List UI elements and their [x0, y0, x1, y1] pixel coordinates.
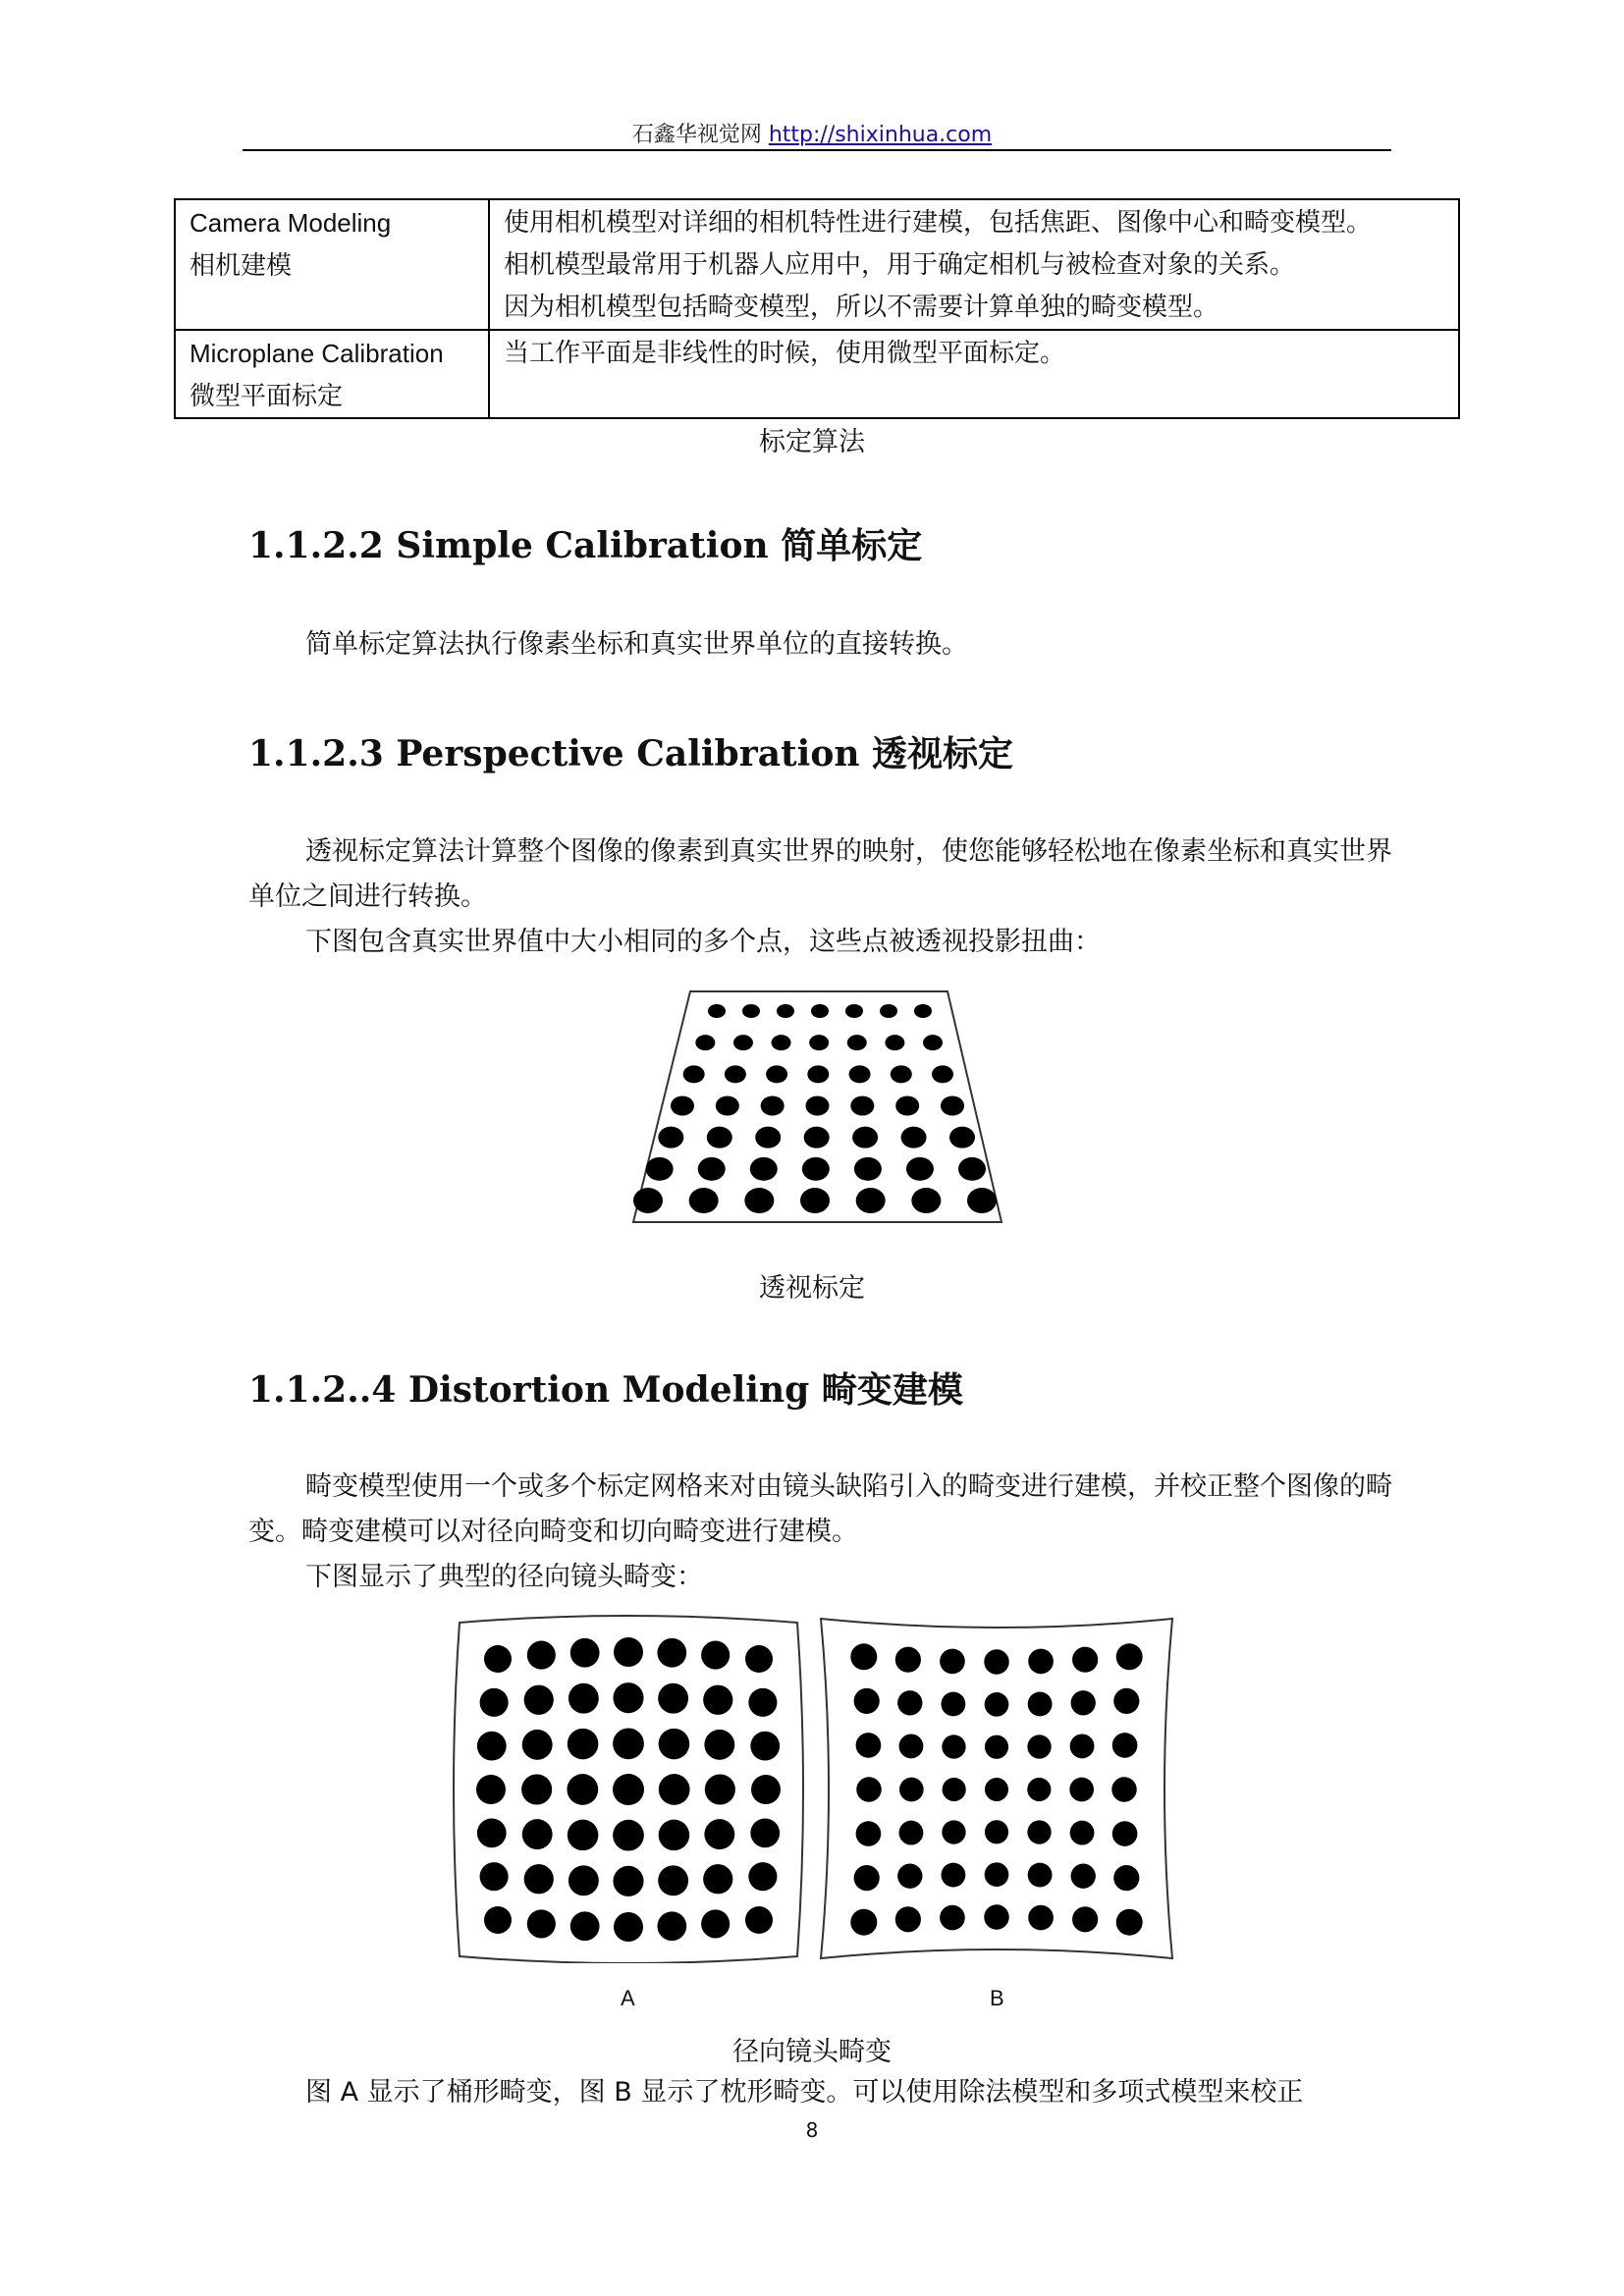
calibration-dot [1111, 1777, 1137, 1802]
calibration-dot [568, 1865, 599, 1896]
calibration-dot [613, 1774, 644, 1805]
calibration-dot [911, 1188, 941, 1213]
calibration-dot [745, 1645, 773, 1673]
calibration-dot [689, 1188, 719, 1213]
calibration-dot [614, 1912, 643, 1942]
table-cell-name [175, 330, 489, 418]
calibration-dot [613, 1820, 644, 1851]
calibration-dot [958, 1157, 986, 1181]
calibration-dot [811, 1004, 829, 1018]
calibration-dot [745, 1906, 773, 1934]
calibration-dot [897, 1864, 922, 1889]
calibration-dot [941, 1096, 964, 1116]
calibration-dot [891, 1065, 912, 1083]
calibration-dot [646, 1157, 674, 1181]
paragraph: 简单标定算法执行像素坐标和真实世界单位的直接转换。 [305, 629, 968, 660]
calibration-dot [480, 1862, 509, 1891]
calibration-dot [906, 1157, 934, 1181]
calibration-dot [914, 1004, 932, 1018]
calibration-dot [1072, 1906, 1098, 1932]
calibration-dot [522, 1730, 553, 1760]
calibration-dot [1028, 1863, 1053, 1888]
method-desc-line: 因为相机模型包括畸变模型，所以不需要计算单独的畸变模型。 [504, 293, 1219, 322]
table-row [175, 199, 1459, 330]
calibration-dot [880, 1004, 897, 1018]
calibration-dot [856, 1777, 882, 1802]
calibration-dot [849, 1065, 871, 1083]
paragraph: 下图包含真实世界值中大小相同的多个点，这些点被透视投影扭曲： [305, 927, 1101, 957]
calibration-dot [985, 1862, 1009, 1887]
calibration-algorithm-table [174, 198, 1460, 419]
calibration-dot [809, 1035, 829, 1050]
calibration-dot [480, 1688, 509, 1717]
table-cell-desc [489, 199, 1459, 330]
calibration-dot [657, 1638, 686, 1668]
calibration-dot [477, 1732, 507, 1761]
page-number: 8 [805, 2118, 819, 2142]
calibration-dot [850, 1643, 877, 1670]
figure-caption-distortion: 径向镜头畸变 [732, 2037, 892, 2067]
calibration-dot [476, 1775, 506, 1804]
method-desc-line: 相机模型最常用于机器人应用中，用于确定相机与被检查对象的关系。 [504, 250, 1296, 280]
calibration-dot [701, 1641, 730, 1670]
calibration-dot [570, 1638, 600, 1668]
paragraph: 透视标定算法计算整个图像的像素到真实世界的映射，使您能够轻松地在像素坐标和真实世界单位之间进行转换。 [248, 836, 1392, 912]
calibration-dot [766, 1065, 787, 1083]
calibration-dot [733, 1035, 753, 1050]
calibration-dot [897, 1690, 922, 1715]
calibration-dot [985, 1778, 1008, 1801]
calibration-dot [845, 1004, 863, 1018]
calibration-dot [658, 1683, 688, 1714]
calibration-dot [949, 1127, 975, 1148]
calibration-dot [985, 1820, 1008, 1843]
calibration-dot [1071, 1864, 1096, 1889]
calibration-dot [568, 1729, 599, 1760]
calibration-dot [755, 1127, 781, 1148]
calibration-dot [750, 1732, 780, 1761]
method-name-en: Microplane Calibration [189, 339, 444, 368]
calibration-dot [1027, 1735, 1051, 1758]
page-header [0, 118, 1624, 148]
calibration-dot [895, 1906, 921, 1932]
figure-label-b: B [990, 1986, 1004, 2010]
calibration-dot [800, 1188, 830, 1213]
site-name: 石鑫华视觉网 [631, 123, 762, 147]
calibration-dot [708, 1004, 726, 1018]
calibration-dot [850, 1096, 874, 1116]
calibration-dot [613, 1728, 644, 1759]
calibration-dot [772, 1035, 791, 1050]
calibration-dot [940, 1649, 965, 1675]
calibration-dot [807, 1065, 829, 1083]
calibration-dot [750, 1818, 780, 1847]
figure-label-a: A [621, 1986, 635, 2010]
calibration-dot [854, 1688, 880, 1714]
method-name-en: Camera Modeling [189, 208, 392, 238]
calibration-dot [484, 1645, 512, 1673]
paragraph: 下图显示了典型的径向镜头畸变： [305, 1562, 703, 1592]
method-desc-line: 使用相机模型对详细的相机特性进行建模，包括焦距、图像中心和畸变模型。 [504, 208, 1373, 238]
calibration-dot [854, 1865, 880, 1891]
calibration-dot [1028, 1905, 1054, 1931]
calibration-dot [1070, 1734, 1095, 1758]
calibration-dot [750, 1157, 778, 1181]
calibration-dot [1116, 1643, 1143, 1670]
calibration-dot [932, 1065, 953, 1083]
calibration-dot [683, 1065, 705, 1083]
calibration-dot [613, 1682, 643, 1713]
calibration-dot [940, 1905, 965, 1931]
calibration-dot [1028, 1692, 1053, 1717]
calibration-dot [899, 1821, 924, 1845]
calibration-dot [659, 1774, 690, 1805]
barrel-distortion-figure [452, 1615, 805, 1963]
perspective-grid-figure [628, 987, 1011, 1232]
calibration-dot [657, 1911, 686, 1941]
calibration-dot [613, 1866, 643, 1896]
calibration-dot [1113, 1865, 1139, 1891]
section-heading-perspective: 1.1.2.3 Perspective Calibration 透视标定 [248, 733, 1014, 774]
calibration-dot [850, 1909, 877, 1936]
calibration-dot [707, 1127, 732, 1148]
calibration-dot [633, 1188, 663, 1213]
calibration-dot [567, 1774, 598, 1805]
calibration-dot [521, 1774, 552, 1804]
table-row [175, 330, 1459, 418]
calibration-dot [570, 1911, 600, 1941]
calibration-dot [1116, 1909, 1143, 1936]
calibration-dot [1071, 1690, 1096, 1715]
calibration-dot [985, 1692, 1009, 1717]
calibration-dot [704, 1730, 734, 1760]
calibration-dot [751, 1775, 781, 1804]
calibration-dot [671, 1096, 694, 1116]
calibration-dot [527, 1641, 556, 1670]
calibration-dot [658, 1865, 688, 1896]
calibration-dot [901, 1127, 927, 1148]
calibration-dot [942, 1820, 965, 1843]
calibration-dot [984, 1649, 1009, 1675]
calibration-dot [659, 1729, 690, 1760]
calibration-dot [1112, 1821, 1138, 1846]
figure-caption-perspective: 透视标定 [759, 1273, 865, 1304]
calibration-dot [985, 1735, 1008, 1759]
calibration-dot [522, 1819, 553, 1849]
calibration-dot [568, 1820, 599, 1851]
header-divider [243, 149, 1391, 151]
calibration-dot [854, 1157, 882, 1181]
paragraph: 畸变模型使用一个或多个标定网格来对由镜头缺陷引入的畸变进行建模，并校正整个图像的畸变。畸变建模可以对径向畸变和切向畸变进行建模。 [248, 1471, 1392, 1547]
table-caption: 标定算法 [759, 427, 865, 457]
calibration-dot [1028, 1649, 1054, 1675]
calibration-dot [725, 1065, 746, 1083]
calibration-dot [1070, 1821, 1095, 1845]
calibration-dot [614, 1637, 643, 1667]
calibration-dot [716, 1096, 739, 1116]
section-heading-simple: 1.1.2.2 Simple Calibration 简单标定 [248, 525, 923, 566]
calibration-dot [1027, 1778, 1051, 1801]
site-link[interactable]: http://shixinhua.com [768, 123, 993, 147]
table-cell-desc [489, 330, 1459, 418]
calibration-dot [524, 1864, 554, 1894]
calibration-dot [524, 1685, 554, 1715]
calibration-dot [742, 1004, 760, 1018]
calibration-dot [695, 1035, 715, 1050]
calibration-dot [804, 1127, 830, 1148]
calibration-dot [802, 1157, 830, 1181]
calibration-dot [1072, 1647, 1098, 1673]
table-cell-name [175, 199, 489, 330]
calibration-dot [484, 1906, 512, 1934]
calibration-dot [885, 1035, 904, 1050]
calibration-dot [847, 1035, 867, 1050]
section-heading-distortion: 1.1.2..4 Distortion Modeling 畸变建模 [248, 1369, 963, 1411]
calibration-dot [701, 1909, 730, 1938]
calibration-dot [761, 1096, 785, 1116]
calibration-dot [895, 1096, 919, 1116]
calibration-dot [658, 1127, 683, 1148]
calibration-dot [923, 1035, 943, 1050]
method-name-cn: 微型平面标定 [189, 381, 344, 410]
calibration-dot [806, 1096, 830, 1116]
calibration-dot [895, 1647, 921, 1673]
calibration-dot [748, 1688, 777, 1717]
calibration-dot [856, 1821, 882, 1846]
paragraph: 图 A 显示了桶形畸变，图 B 显示了枕形畸变。可以使用除法模型和多项式模型来校正 [305, 2077, 1304, 2108]
calibration-dot [984, 1904, 1009, 1930]
calibration-dot [703, 1685, 732, 1715]
calibration-dot [899, 1734, 924, 1758]
calibration-dot [856, 1188, 886, 1213]
calibration-dot [852, 1127, 878, 1148]
calibration-dot [777, 1004, 794, 1018]
calibration-dot [527, 1909, 556, 1938]
calibration-dot [744, 1188, 774, 1213]
calibration-dot [704, 1819, 734, 1849]
calibration-dot [942, 1735, 965, 1758]
calibration-dot [1069, 1778, 1094, 1802]
calibration-dot [703, 1864, 732, 1894]
calibration-dot [967, 1188, 997, 1213]
calibration-dot [1112, 1733, 1138, 1758]
calibration-dot [856, 1733, 882, 1758]
calibration-dot [943, 1778, 966, 1801]
calibration-dot [941, 1863, 965, 1888]
method-desc-line: 当工作平面是非线性的时候，使用微型平面标定。 [504, 339, 1066, 368]
pincushion-distortion-figure [815, 1615, 1178, 1963]
method-name-cn: 相机建模 [189, 250, 293, 280]
calibration-dot [477, 1818, 507, 1847]
calibration-dot [698, 1157, 726, 1181]
calibration-dot [1113, 1688, 1139, 1714]
calibration-dot [748, 1862, 777, 1891]
calibration-dot [659, 1820, 690, 1851]
calibration-dot [1027, 1820, 1051, 1843]
calibration-dot [568, 1683, 599, 1714]
calibration-dot [941, 1692, 965, 1717]
calibration-dot [705, 1774, 735, 1804]
calibration-dot [899, 1778, 924, 1802]
